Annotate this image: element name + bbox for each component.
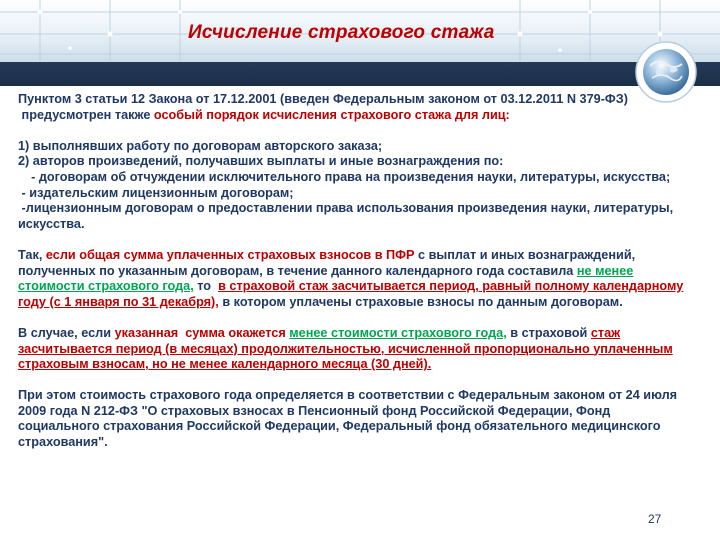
paragraph-full-year: Так, если общая сумма уплаченных страховых взносов в ПФР с выплат и иных вознаграждений, полученных по указанным договорам, в течение данного календарного года составила не менее стоимости страхового года, то в страховой стаж засчитывается период, равный полному календарному году (с 1 января по 31 декабря), в котором уплачены страховые взносы по данным договорам. (18, 247, 684, 309)
list-item-2: 2) авторов произведений, получавших выплаты и иные вознаграждения по: (18, 154, 504, 169)
header-band (0, 62, 720, 86)
paragraph-partial-year: В случае, если указанная сумма окажется менее стоимости страхового года, в страховой стаж засчитывается период (в месяцах) продолжительностью, исчисленной пропорционально уплаченным страховым взносам, но не менее календарного месяца (30 дней). (18, 325, 673, 372)
paragraph-law-reference: Пунктом 3 статьи 12 Закона от 17.12.2001 (введен Федеральным законом от 03.12.2011 N 379-ФЗ) предусмотрен также особый порядок исчисления страхового стажа для лиц: (18, 92, 628, 122)
slide-header (0, 0, 720, 62)
page-number: 27 (648, 512, 662, 526)
list-item-1: 1) выполнявших работу по договорам авторского заказа; (18, 138, 383, 153)
list-item-2c: -лицензионным договорам о предоставлении права использования произведения науки, литературы, искусства. (18, 201, 677, 231)
slide-title: Исчисление страхового стажа (188, 22, 495, 43)
list-item-2a: - договорам об отчуждении исключительного права на произведения науки, литературы, искусства; (24, 169, 671, 184)
slide-body (18, 92, 694, 451)
paragraph-year-cost: При этом стоимость страхового года определяется в соответствии с Федеральным законом от 24 июля 2009 года N 212-ФЗ "О страховых взносах в Пенсионный фонд Российской Федерации, Фонд социального страхования Российской Федерации, Федеральный фонд обязательного медицинского страхования". (18, 388, 678, 450)
list-item-2b: - издательским лицензионным договорам; (18, 185, 294, 200)
